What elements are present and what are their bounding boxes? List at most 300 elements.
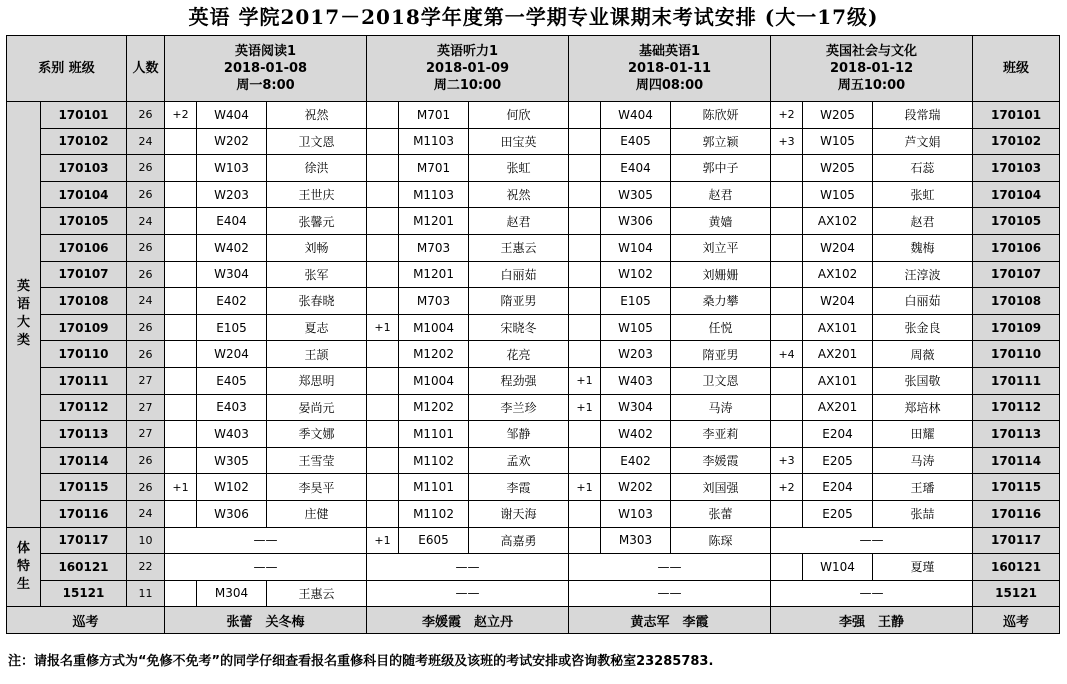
extra-count: +1 [367,527,399,554]
exam-schedule-table [6,35,1060,634]
invigilator: 马涛 [873,447,973,474]
exam-room: W104 [601,234,671,261]
class-id: 170103 [41,155,127,182]
exam-room: W102 [197,474,267,501]
invigilator: 张虹 [873,181,973,208]
extra-count: +1 [367,314,399,341]
class-id: 170101 [41,102,127,129]
table-row [7,181,1060,208]
student-count: 22 [127,554,165,581]
group-major-label: 英 语 大 类 [7,102,41,528]
class-id-right: 170117 [973,527,1060,554]
extra-count: +1 [569,394,601,421]
extra-count [165,394,197,421]
proctor-names: 张蕾 关冬梅 [165,607,367,634]
exam-room: M1101 [399,474,469,501]
class-id: 170108 [41,288,127,315]
class-id: 170112 [41,394,127,421]
table-row [7,341,1060,368]
proctor-names: 李强 王静 [771,607,973,634]
exam-room: W203 [197,181,267,208]
student-count: 26 [127,474,165,501]
table-row [7,554,1060,581]
extra-count [165,580,197,607]
no-exam-dash: —— [165,554,367,581]
class-id: 170116 [41,500,127,527]
dept-class-header: 系别 班级 [7,36,127,102]
invigilator: 花亮 [469,341,569,368]
class-id: 170106 [41,234,127,261]
extra-count [569,128,601,155]
exam-room: M1202 [399,341,469,368]
class-id: 170115 [41,474,127,501]
invigilator: 石蕊 [873,155,973,182]
exam-room: AX102 [803,208,873,235]
extra-count [367,102,399,129]
exam-room: E204 [803,474,873,501]
extra-count [569,288,601,315]
exam-room: E405 [197,367,267,394]
invigilator: 李霞 [469,474,569,501]
invigilator: 李亚莉 [671,421,771,448]
invigilator: 张军 [267,261,367,288]
class-id-right: 170112 [973,394,1060,421]
invigilator: 魏梅 [873,234,973,261]
class-id-right: 170115 [973,474,1060,501]
exam-room: W204 [803,288,873,315]
class-id-right: 170116 [973,500,1060,527]
class-id-right: 170101 [973,102,1060,129]
student-count: 26 [127,341,165,368]
extra-count [367,261,399,288]
no-exam-dash: —— [569,554,771,581]
exam-room: E605 [399,527,469,554]
class-id: 170114 [41,447,127,474]
extra-count: +2 [165,102,197,129]
student-count: 26 [127,314,165,341]
extra-count [569,500,601,527]
invigilator: 晏尚元 [267,394,367,421]
exam-room: E404 [601,155,671,182]
invigilator: 王雪莹 [267,447,367,474]
exam-room: AX101 [803,314,873,341]
invigilator: 王世庆 [267,181,367,208]
exam-room: W103 [601,500,671,527]
invigilator: 张喆 [873,500,973,527]
exam-room: M1101 [399,421,469,448]
extra-count [771,314,803,341]
student-count: 27 [127,421,165,448]
invigilator: 赵君 [671,181,771,208]
invigilator: 夏志 [267,314,367,341]
class-id-right: 170109 [973,314,1060,341]
invigilator: 田宝英 [469,128,569,155]
invigilator: 王惠云 [469,234,569,261]
class-id-right: 170108 [973,288,1060,315]
no-exam-dash: —— [569,580,771,607]
exam-room: W403 [601,367,671,394]
invigilator: 赵君 [873,208,973,235]
exam-room: W104 [803,554,873,581]
invigilator: 徐洪 [267,155,367,182]
invigilator: 王惠云 [267,580,367,607]
exam-room: M1004 [399,314,469,341]
group-sports-label: 体 特 生 [7,527,41,607]
class-id: 170109 [41,314,127,341]
student-count: 26 [127,155,165,182]
invigilator: 刘国强 [671,474,771,501]
class-id: 170111 [41,367,127,394]
class-id-right: 170105 [973,208,1060,235]
class-id-right: 170113 [973,421,1060,448]
extra-count [165,208,197,235]
exam-room: M1201 [399,208,469,235]
extra-count: +2 [771,102,803,129]
extra-count [771,421,803,448]
class-id: 170110 [41,341,127,368]
exam-room: W202 [197,128,267,155]
invigilator: 郑培林 [873,394,973,421]
student-count: 27 [127,367,165,394]
extra-count: +3 [771,128,803,155]
exam-room: E403 [197,394,267,421]
invigilator: 何欣 [469,102,569,129]
exam-room: W402 [601,421,671,448]
extra-count [569,314,601,341]
extra-count [569,447,601,474]
proctor-row [7,607,1060,634]
exam-room: W205 [803,155,873,182]
invigilator: 刘立平 [671,234,771,261]
extra-count [367,421,399,448]
exam-room: M1103 [399,128,469,155]
exam-room: M1102 [399,447,469,474]
proctor-label: 巡考 [7,607,165,634]
student-count: 24 [127,500,165,527]
class-id-right: 170106 [973,234,1060,261]
student-count: 24 [127,288,165,315]
class-id-right: 170104 [973,181,1060,208]
exam-room: W306 [601,208,671,235]
exam-room: AX102 [803,261,873,288]
table-row [7,500,1060,527]
invigilator: 邹静 [469,421,569,448]
header-row [7,36,1060,102]
course-header-listening: 英语听力1 2018-01-09 周二10:00 [367,36,569,102]
student-count: 26 [127,447,165,474]
extra-count: +1 [569,474,601,501]
exam-room: E205 [803,500,873,527]
table-row [7,394,1060,421]
exam-room: M703 [399,288,469,315]
exam-room: W205 [803,102,873,129]
course-header-basic-english: 基础英语1 2018-01-11 周四08:00 [569,36,771,102]
invigilator: 李媛霞 [671,447,771,474]
exam-room: W404 [601,102,671,129]
extra-count [569,421,601,448]
table-row [7,447,1060,474]
exam-room: W102 [601,261,671,288]
table-row [7,208,1060,235]
proctor-names: 黄志军 李霞 [569,607,771,634]
extra-count [165,341,197,368]
table-row [7,102,1060,129]
class-id-right: 160121 [973,554,1060,581]
student-count: 26 [127,102,165,129]
class-id: 160121 [41,554,127,581]
exam-room: M701 [399,102,469,129]
exam-room: W103 [197,155,267,182]
extra-count: +2 [771,474,803,501]
invigilator: 张国敬 [873,367,973,394]
extra-count [165,155,197,182]
extra-count [367,234,399,261]
invigilator: 王璠 [873,474,973,501]
exam-room: W305 [601,181,671,208]
exam-room: AX201 [803,341,873,368]
table-row [7,288,1060,315]
invigilator: 郭立颖 [671,128,771,155]
exam-room: W305 [197,447,267,474]
extra-count [367,474,399,501]
extra-count [165,367,197,394]
exam-room: AX101 [803,367,873,394]
student-count: 24 [127,208,165,235]
exam-room: M1103 [399,181,469,208]
course-header-british-culture: 英国社会与文化 2018-01-12 周五10:00 [771,36,973,102]
invigilator: 卫文恩 [267,128,367,155]
invigilator: 陈欣妍 [671,102,771,129]
extra-count [165,447,197,474]
extra-count [771,288,803,315]
table-row [7,474,1060,501]
invigilator: 高嘉勇 [469,527,569,554]
class-id-right: 170110 [973,341,1060,368]
exam-room: E404 [197,208,267,235]
extra-count [569,341,601,368]
table-row [7,314,1060,341]
invigilator: 田耀 [873,421,973,448]
table-row [7,580,1060,607]
exam-room: M303 [601,527,671,554]
invigilator: 陈琛 [671,527,771,554]
extra-count: +1 [165,474,197,501]
class-id-right: 170103 [973,155,1060,182]
count-header: 人数 [127,36,165,102]
exam-room: E204 [803,421,873,448]
exam-room: M1102 [399,500,469,527]
extra-count [367,128,399,155]
extra-count [367,288,399,315]
extra-count [569,527,601,554]
class-id-right: 170102 [973,128,1060,155]
class-id-right: 15121 [973,580,1060,607]
invigilator: 任悦 [671,314,771,341]
class-id-right: 170111 [973,367,1060,394]
invigilator: 季文娜 [267,421,367,448]
invigilator: 祝然 [469,181,569,208]
table-row [7,128,1060,155]
invigilator: 汪淳波 [873,261,973,288]
invigilator: 桑力攀 [671,288,771,315]
table-row [7,155,1060,182]
extra-count [569,155,601,182]
invigilator: 白丽茹 [469,261,569,288]
invigilator: 隋亚男 [469,288,569,315]
extra-count [771,554,803,581]
class-id: 170113 [41,421,127,448]
invigilator: 周薇 [873,341,973,368]
exam-room: W403 [197,421,267,448]
exam-room: W203 [601,341,671,368]
exam-room: E105 [197,314,267,341]
class-id: 170105 [41,208,127,235]
invigilator: 李昊平 [267,474,367,501]
no-exam-dash: —— [367,580,569,607]
extra-count [569,261,601,288]
exam-room: W105 [601,314,671,341]
extra-count: +3 [771,447,803,474]
invigilator: 谢天海 [469,500,569,527]
invigilator: 程劲强 [469,367,569,394]
student-count: 10 [127,527,165,554]
extra-count [367,447,399,474]
exam-room: E205 [803,447,873,474]
exam-room: E405 [601,128,671,155]
extra-count [771,500,803,527]
extra-count [165,234,197,261]
extra-count [165,421,197,448]
proctor-names: 李媛霞 赵立丹 [367,607,569,634]
student-count: 26 [127,181,165,208]
invigilator: 卫文恩 [671,367,771,394]
extra-count [165,500,197,527]
exam-room: M701 [399,155,469,182]
course-header-reading: 英语阅读1 2018-01-08 周一8:00 [165,36,367,102]
invigilator: 张金良 [873,314,973,341]
exam-room: M1004 [399,367,469,394]
invigilator: 夏瑾 [873,554,973,581]
student-count: 24 [127,128,165,155]
extra-count [771,208,803,235]
invigilator: 段常瑞 [873,102,973,129]
class-id: 170117 [41,527,127,554]
exam-room: M1202 [399,394,469,421]
table-row [7,367,1060,394]
student-count: 11 [127,580,165,607]
class-id-right: 170114 [973,447,1060,474]
class-id: 170104 [41,181,127,208]
extra-count [165,288,197,315]
table-row [7,234,1060,261]
class-id-right: 170107 [973,261,1060,288]
student-count: 27 [127,394,165,421]
extra-count: +4 [771,341,803,368]
invigilator: 黄嫱 [671,208,771,235]
exam-room: E402 [197,288,267,315]
invigilator: 李兰珍 [469,394,569,421]
invigilator: 张春晓 [267,288,367,315]
invigilator: 祝然 [267,102,367,129]
invigilator: 马涛 [671,394,771,421]
page-title: 英语 学院2017－2018学年度第一学期专业课期末考试安排 (大一17级) [188,5,879,29]
extra-count [771,234,803,261]
extra-count [569,181,601,208]
class-header-right: 班级 [973,36,1060,102]
invigilator: 刘姗姗 [671,261,771,288]
invigilator: 郭中子 [671,155,771,182]
invigilator: 郑思明 [267,367,367,394]
footnote: 注：请报名重修方式为“免修不免考”的同学仔细查看报名重修科目的随考班级及该班的考试安排或咨询教秘室23285783. [8,654,714,669]
extra-count [367,500,399,527]
exam-room: W204 [803,234,873,261]
exam-room: AX201 [803,394,873,421]
exam-room: W304 [601,394,671,421]
invigilator: 刘畅 [267,234,367,261]
invigilator: 庄健 [267,500,367,527]
invigilator: 孟欢 [469,447,569,474]
extra-count [165,314,197,341]
student-count: 26 [127,234,165,261]
invigilator: 张虹 [469,155,569,182]
exam-room: W304 [197,261,267,288]
exam-room: W202 [601,474,671,501]
extra-count [367,181,399,208]
extra-count [771,261,803,288]
proctor-label-right: 巡考 [973,607,1060,634]
exam-room: W404 [197,102,267,129]
extra-count [569,208,601,235]
invigilator: 赵君 [469,208,569,235]
extra-count [367,367,399,394]
table-row [7,261,1060,288]
exam-room: W105 [803,181,873,208]
exam-room: E105 [601,288,671,315]
extra-count [771,394,803,421]
extra-count [569,102,601,129]
extra-count [165,181,197,208]
invigilator: 王颉 [267,341,367,368]
student-count: 26 [127,261,165,288]
invigilator: 张馨元 [267,208,367,235]
extra-count [367,341,399,368]
exam-room: W105 [803,128,873,155]
exam-room: W306 [197,500,267,527]
extra-count [771,367,803,394]
extra-count: +1 [569,367,601,394]
invigilator: 隋亚男 [671,341,771,368]
extra-count [771,181,803,208]
extra-count [569,234,601,261]
exam-room: W402 [197,234,267,261]
extra-count [165,128,197,155]
invigilator: 白丽茹 [873,288,973,315]
no-exam-dash: —— [771,527,973,554]
extra-count [165,261,197,288]
exam-room: E402 [601,447,671,474]
extra-count [367,394,399,421]
table-row [7,421,1060,448]
exam-room: M1201 [399,261,469,288]
exam-room: W204 [197,341,267,368]
extra-count [367,208,399,235]
class-id: 170102 [41,128,127,155]
no-exam-dash: —— [771,580,973,607]
exam-room: M304 [197,580,267,607]
invigilator: 张蕾 [671,500,771,527]
extra-count [771,155,803,182]
class-id: 15121 [41,580,127,607]
